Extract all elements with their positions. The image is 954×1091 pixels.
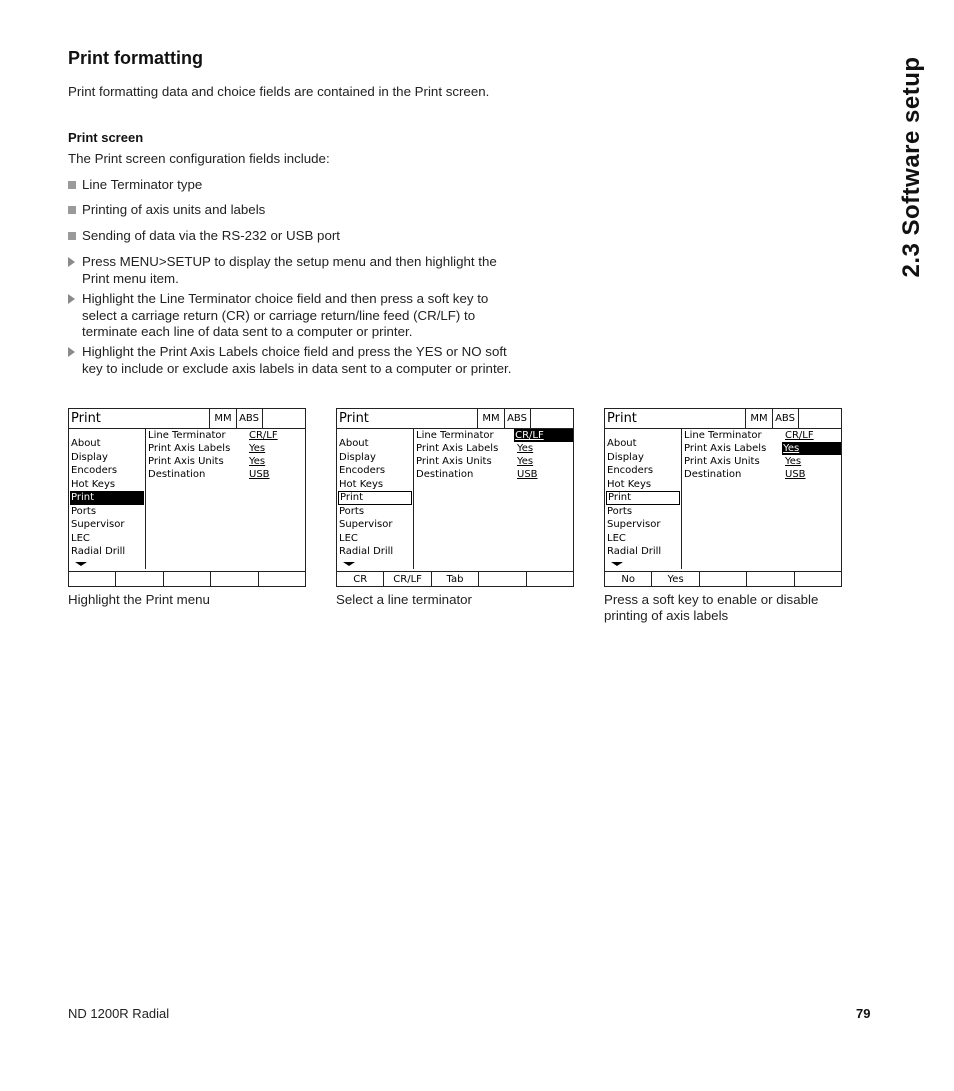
field-row-destination[interactable]: Destination USB xyxy=(684,469,806,480)
softkey-cr[interactable]: CR xyxy=(337,572,384,587)
abs-indicator: ABS xyxy=(236,409,263,428)
menu-item-display[interactable]: Display xyxy=(607,451,644,463)
field-row-print-axis-labels[interactable]: Print Axis Labels Yes xyxy=(148,443,266,454)
step-item: Highlight the Line Terminator choice field and then press a soft key to select a carriage return (CR) or carriage return/line feed (CR/LF) to terminate each line of data sent to a computer or printer. xyxy=(68,291,513,341)
menu-item-display[interactable]: Display xyxy=(339,451,376,463)
fields-intro: The Print screen configuration fields include: xyxy=(68,151,330,166)
menu-item-display[interactable]: Display xyxy=(71,451,108,463)
footer-manual-name: ND 1200R Radial xyxy=(68,1006,170,1021)
field-value[interactable]: CR/LF xyxy=(249,430,278,441)
intro-paragraph: Print formatting data and choice fields are contained in the Print screen. xyxy=(68,84,490,99)
step-item: Highlight the Print Axis Labels choice field and press the YES or NO soft key to include or exclude axis labels in data sent to a computer or printer. xyxy=(68,344,513,377)
field-row-destination[interactable]: Destination USB xyxy=(416,469,538,480)
softkey[interactable] xyxy=(164,572,211,587)
field-value[interactable]: USB xyxy=(517,469,538,480)
vertical-section-header xyxy=(897,50,927,284)
bullet-item: Printing of axis units and labels xyxy=(68,202,513,219)
lcd-screen-highlight-print xyxy=(68,408,306,587)
field-value[interactable]: Yes xyxy=(249,456,266,467)
menu-item-encoders[interactable]: Encoders xyxy=(339,465,386,476)
menu-item-print[interactable]: Print xyxy=(70,491,144,505)
menu-item-lec[interactable]: LEC xyxy=(607,532,626,544)
menu-item-hot-keys[interactable]: Hot Keys xyxy=(71,478,116,490)
menu-item-radial-drill[interactable]: Radial Drill xyxy=(339,546,394,557)
menu-item-supervisor[interactable]: Supervisor xyxy=(607,519,661,530)
menu-item-lec[interactable]: LEC xyxy=(339,532,358,544)
square-bullet-icon xyxy=(68,206,76,214)
menu-item-about[interactable]: About xyxy=(607,438,637,449)
field-row-print-axis-units[interactable]: Print Axis Units Yes xyxy=(684,456,802,467)
menu-item-about[interactable]: About xyxy=(339,438,369,449)
softkey-cr-lf[interactable]: CR/LF xyxy=(384,572,431,587)
mm-indicator: MM xyxy=(477,409,505,428)
softkey[interactable] xyxy=(527,572,573,587)
menu-item-hot-keys[interactable]: Hot Keys xyxy=(607,478,652,490)
lcd-screen-line-terminator xyxy=(336,408,574,587)
field-row-line-terminator[interactable]: Line Terminator CR/LF xyxy=(684,430,814,441)
softkey-tab[interactable]: Tab xyxy=(432,572,479,587)
menu-item-hot-keys[interactable]: Hot Keys xyxy=(339,478,384,490)
menu-item-about[interactable]: About xyxy=(71,438,101,449)
field-row-print-axis-labels[interactable]: Print Axis Labels Yes xyxy=(683,442,841,455)
print-fields xyxy=(147,429,305,481)
menu-item-encoders[interactable]: Encoders xyxy=(71,465,118,476)
softkey[interactable] xyxy=(259,572,305,587)
scroll-down-icon[interactable] xyxy=(343,562,355,566)
print-fields xyxy=(415,429,573,481)
field-row-print-axis-units[interactable]: Print Axis Units Yes xyxy=(416,456,534,467)
vertical-section-header-text: 2.3 Software setup xyxy=(898,56,925,278)
field-value[interactable]: USB xyxy=(785,469,806,480)
abs-indicator: ABS xyxy=(504,409,531,428)
softkey[interactable] xyxy=(116,572,163,587)
square-bullet-icon xyxy=(68,232,76,240)
softkey-yes[interactable]: Yes xyxy=(652,572,699,587)
field-value-selected[interactable]: Yes xyxy=(782,442,841,455)
menu-item-print[interactable]: Print xyxy=(338,491,412,505)
subheading: Print screen xyxy=(68,130,144,145)
softkey-bar xyxy=(337,571,573,587)
figure-caption-1: Highlight the Print menu xyxy=(68,592,210,607)
mm-indicator: MM xyxy=(209,409,237,428)
menu-item-radial-drill[interactable]: Radial Drill xyxy=(607,546,662,557)
softkey[interactable] xyxy=(700,572,747,587)
field-value[interactable]: CR/LF xyxy=(785,430,814,441)
step-arrow-icon xyxy=(68,257,75,267)
field-row-print-axis-units[interactable]: Print Axis Units Yes xyxy=(148,456,266,467)
field-value[interactable]: Yes xyxy=(785,456,802,467)
step-item: Press MENU>SETUP to display the setup menu and then highlight the Print menu item. xyxy=(68,254,513,287)
square-bullet-icon xyxy=(68,181,76,189)
softkey[interactable] xyxy=(479,572,526,587)
screen-title: Print xyxy=(71,411,101,426)
scroll-down-icon[interactable] xyxy=(75,562,87,566)
menu-item-lec[interactable]: LEC xyxy=(71,532,90,544)
field-row-line-terminator[interactable]: Line Terminator CR/LF xyxy=(148,430,278,441)
softkey-bar xyxy=(605,571,841,587)
menu-item-ports[interactable]: Ports xyxy=(71,505,97,517)
menu-item-supervisor[interactable]: Supervisor xyxy=(71,519,125,530)
figure-caption-2: Select a line terminator xyxy=(336,592,472,607)
field-value[interactable]: Yes xyxy=(249,443,266,454)
screen-title: Print xyxy=(607,411,637,426)
mm-indicator: MM xyxy=(745,409,773,428)
field-value[interactable]: Yes xyxy=(517,443,534,454)
field-value[interactable]: Yes xyxy=(517,456,534,467)
field-value[interactable]: USB xyxy=(249,469,270,480)
menu-item-encoders[interactable]: Encoders xyxy=(607,465,654,476)
field-row-line-terminator[interactable]: Line Terminator CR/LF xyxy=(415,429,573,442)
section-title: Print formatting xyxy=(68,48,203,68)
menu-item-ports[interactable]: Ports xyxy=(339,505,365,517)
field-row-print-axis-labels[interactable]: Print Axis Labels Yes xyxy=(416,443,534,454)
softkey-bar xyxy=(69,571,305,587)
page-number: 79 xyxy=(856,1006,871,1021)
setup-menu xyxy=(338,437,412,559)
menu-item-supervisor[interactable]: Supervisor xyxy=(339,519,393,530)
menu-item-radial-drill[interactable]: Radial Drill xyxy=(71,546,126,557)
print-fields xyxy=(683,429,841,481)
softkey[interactable] xyxy=(747,572,794,587)
screen-title: Print xyxy=(339,411,369,426)
bullet-item: Sending of data via the RS-232 or USB port xyxy=(68,228,513,245)
softkey[interactable] xyxy=(795,572,841,587)
lcd-screen-axis-labels xyxy=(604,408,842,587)
field-value-selected[interactable]: CR/LF xyxy=(514,429,573,442)
softkey-no[interactable]: No xyxy=(605,572,652,587)
setup-menu xyxy=(606,437,680,559)
step-arrow-icon xyxy=(68,347,75,357)
bullet-item: Line Terminator type xyxy=(68,177,513,194)
softkey[interactable] xyxy=(211,572,258,587)
figure-caption-3: Press a soft key to enable or disable printing of axis labels xyxy=(604,592,819,623)
softkey[interactable] xyxy=(69,572,116,587)
menu-item-print[interactable]: Print xyxy=(606,491,680,505)
menu-item-ports[interactable]: Ports xyxy=(607,505,633,517)
field-row-destination[interactable]: Destination USB xyxy=(148,469,270,480)
abs-indicator: ABS xyxy=(772,409,799,428)
scroll-down-icon[interactable] xyxy=(611,562,623,566)
step-arrow-icon xyxy=(68,294,75,304)
setup-menu xyxy=(70,437,144,559)
